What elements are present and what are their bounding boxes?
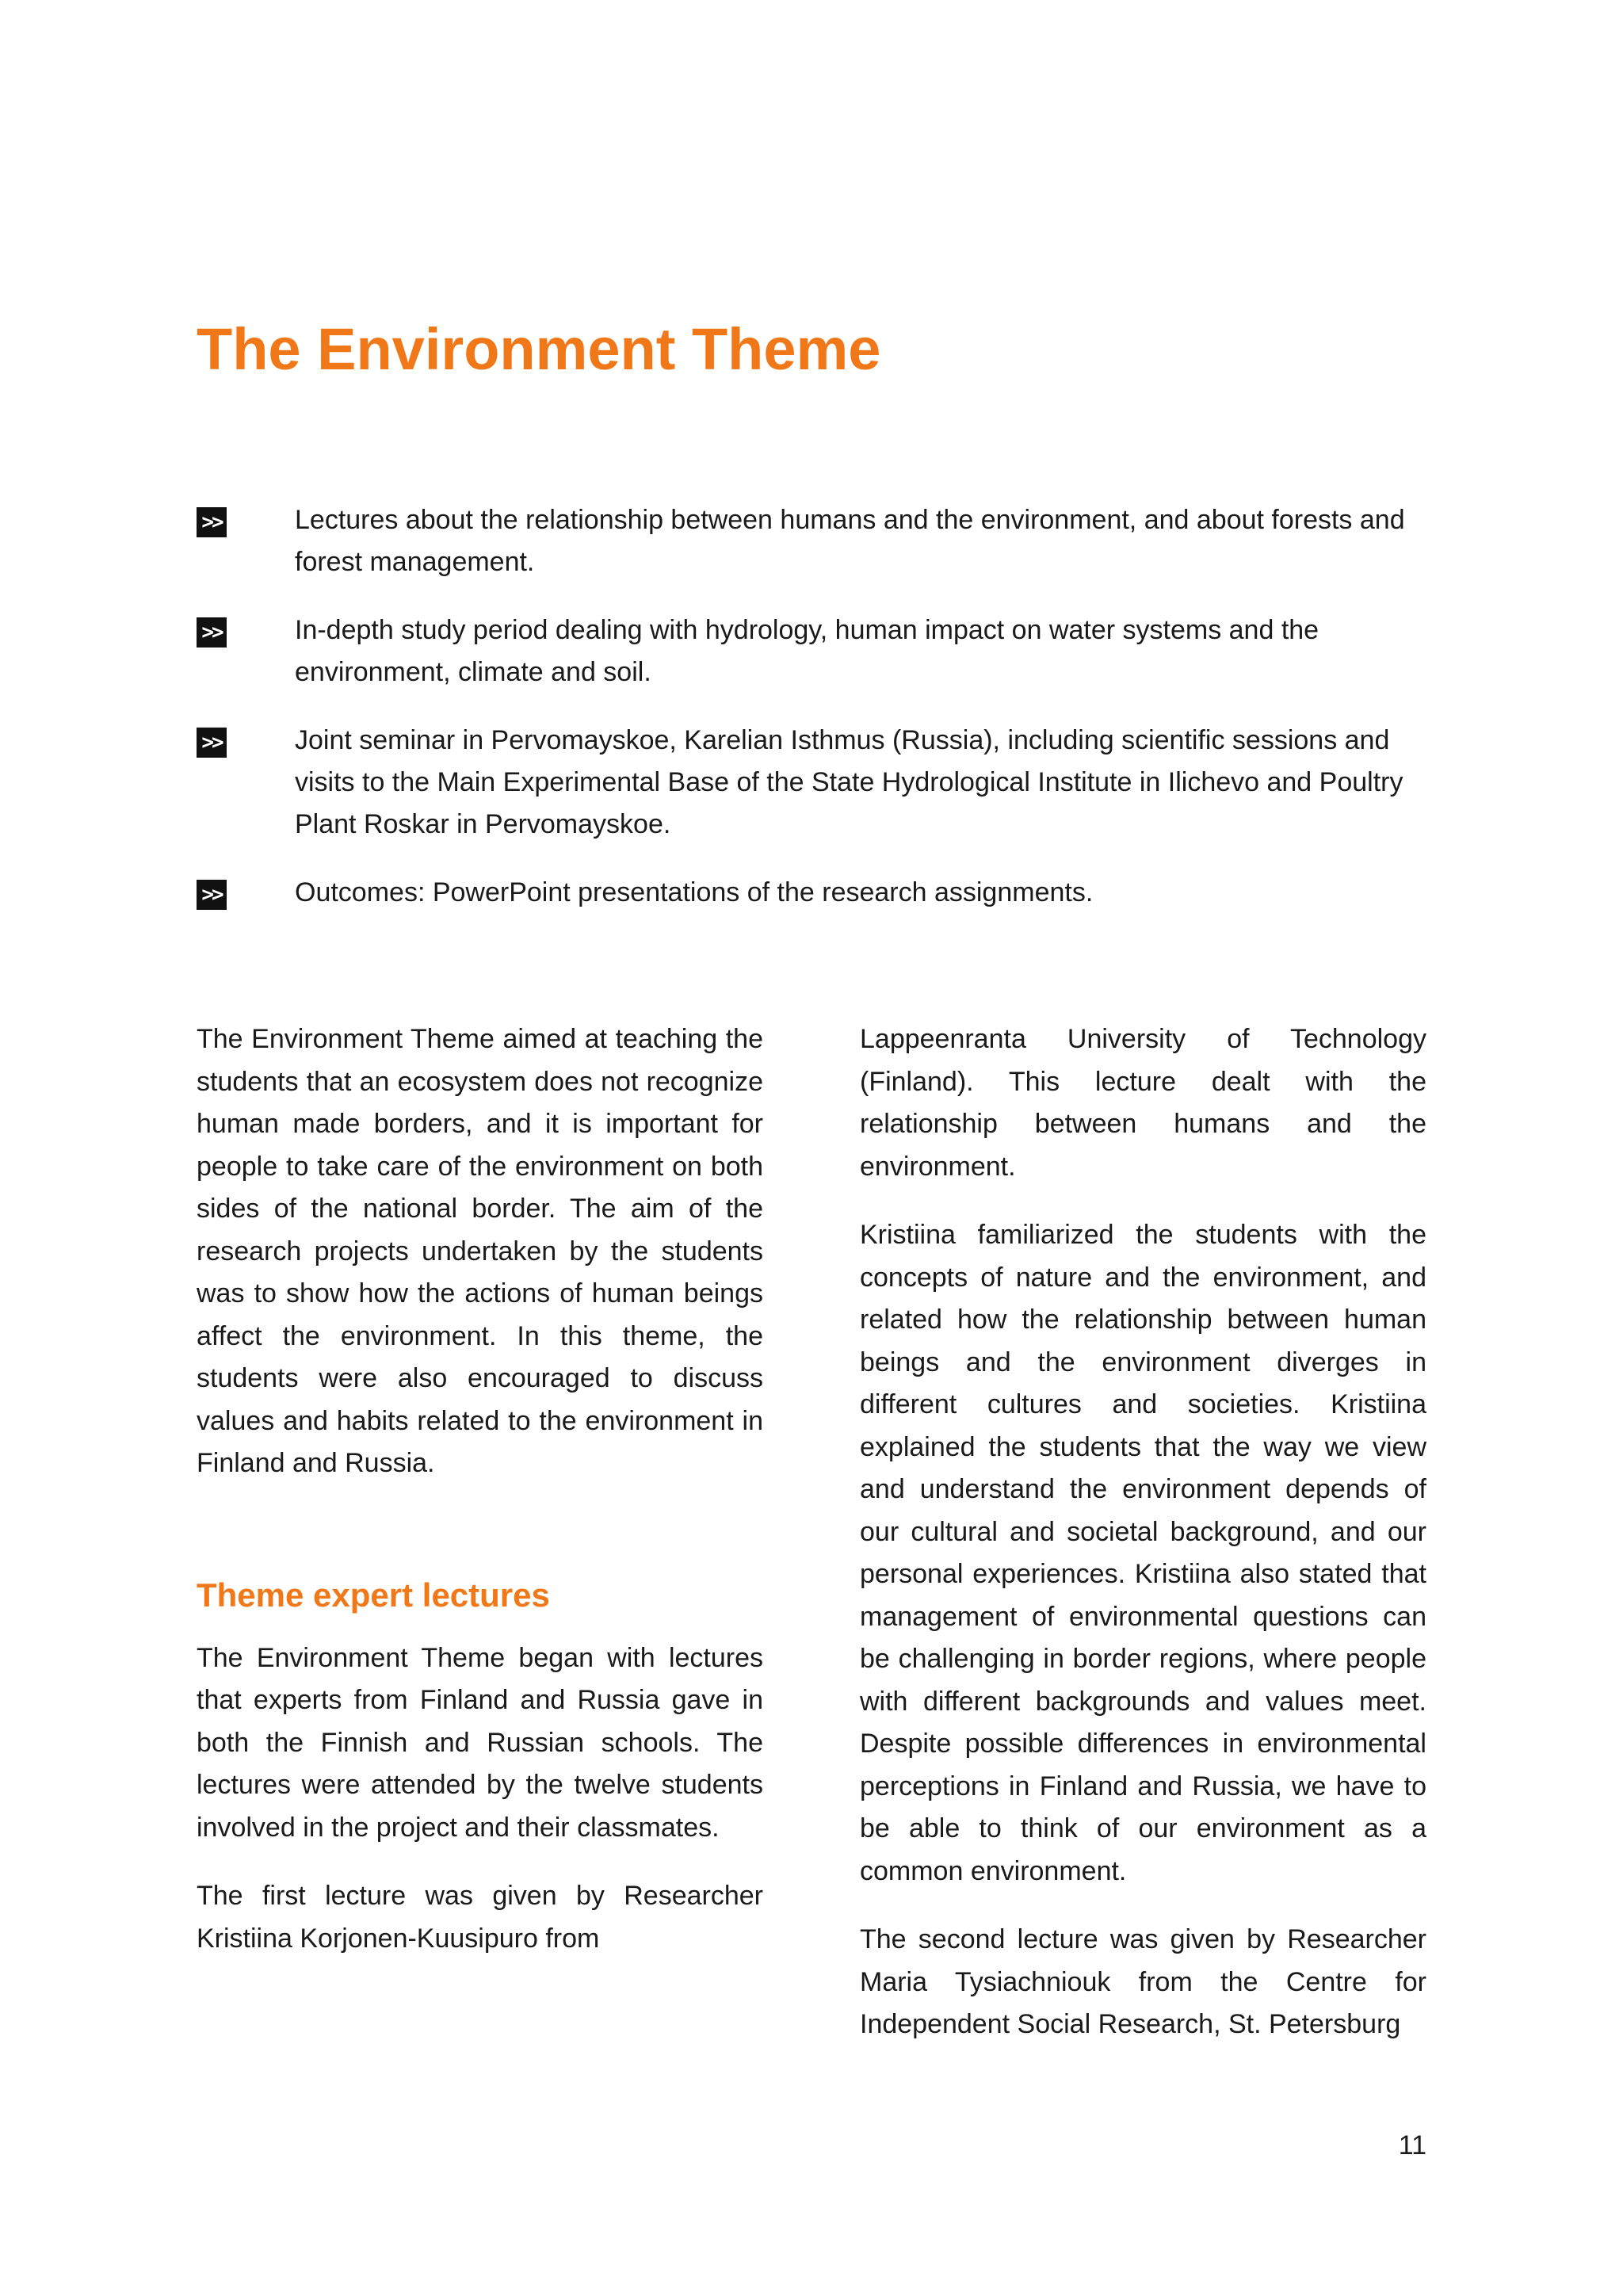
lectures-paragraph: The Environment Theme began with lectures that experts from Finland and Russia gave in both the Finnish and Russian schools. The lectures were attended by the twelve students involved in the project and their classmates. xyxy=(197,1642,763,1843)
bullet-item xyxy=(197,609,1433,693)
double-chevron-icon: >> xyxy=(197,617,227,648)
second-lecture-paragraph: The second lecture was given by Researcher Maria Tysiachniouk from the Centre for Independent Social Research, St. Petersburg xyxy=(860,1924,1426,2039)
first-lecture-paragraph: The first lecture was given by Researcher Kristiina Korjonen-Kuusipuro from xyxy=(197,1881,763,1954)
page-number: 11 xyxy=(1398,2130,1426,2160)
bullet-item xyxy=(197,872,1433,914)
right-column xyxy=(860,1018,1426,2073)
bullet-list xyxy=(197,499,1433,940)
bullet-text: Outcomes: PowerPoint presentations of the research assignments. xyxy=(295,877,1094,907)
page-title: The Environment Theme xyxy=(197,316,881,382)
bullet-text: Lectures about the relationship between humans and the environment, and about forests and forest management. xyxy=(295,505,1405,577)
bullet-text: In-depth study period dealing with hydrology, human impact on water systems and the environment, climate and soil. xyxy=(295,615,1319,687)
double-chevron-icon: >> xyxy=(197,880,227,910)
kristiina-paragraph: Kristiina familiarized the students with the concepts of nature and the environment, and related how the relationship between human beings and the environment diverges in different cultures and societies. Kristiina explained the students that the way we view and understand the environment depends of our cultural and societal background, and our personal experiences. Kristiina also stated that management of environmental questions can be challenging in border regions, where people with different backgrounds and values meet. Despite possible differences in environmental perceptions in Finland and Russia, we have to be able to think of our environment as a common environment. xyxy=(860,1220,1426,1886)
first-lecture-continued: Lappeenranta University of Technology (Finland). This lecture dealt with the relationship between humans and the environment. xyxy=(860,1024,1426,1182)
left-column xyxy=(197,1018,763,1986)
double-chevron-icon: >> xyxy=(197,728,227,758)
section-heading: Theme expert lectures xyxy=(197,1576,550,1614)
intro-paragraph: The Environment Theme aimed at teaching the students that an ecosystem does not recognize human made borders, and it is important for people to take care of the environment on both sides of the national border. The aim of the research projects undertaken by the students was to show how the actions of human beings affect the environment. In this theme, the students were also encouraged to discuss values and habits related to the environment in Finland and Russia. xyxy=(197,1024,763,1478)
bullet-text: Joint seminar in Pervomayskoe, Karelian Isthmus (Russia), including scientific sessions and visits to the Main Experimental Base of the State Hydrological Institute in Ilichevo and Poultry Plant Roskar in Pervomayskoe. xyxy=(295,725,1403,839)
bullet-item xyxy=(197,720,1433,846)
double-chevron-icon: >> xyxy=(197,507,227,537)
bullet-item xyxy=(197,499,1433,583)
